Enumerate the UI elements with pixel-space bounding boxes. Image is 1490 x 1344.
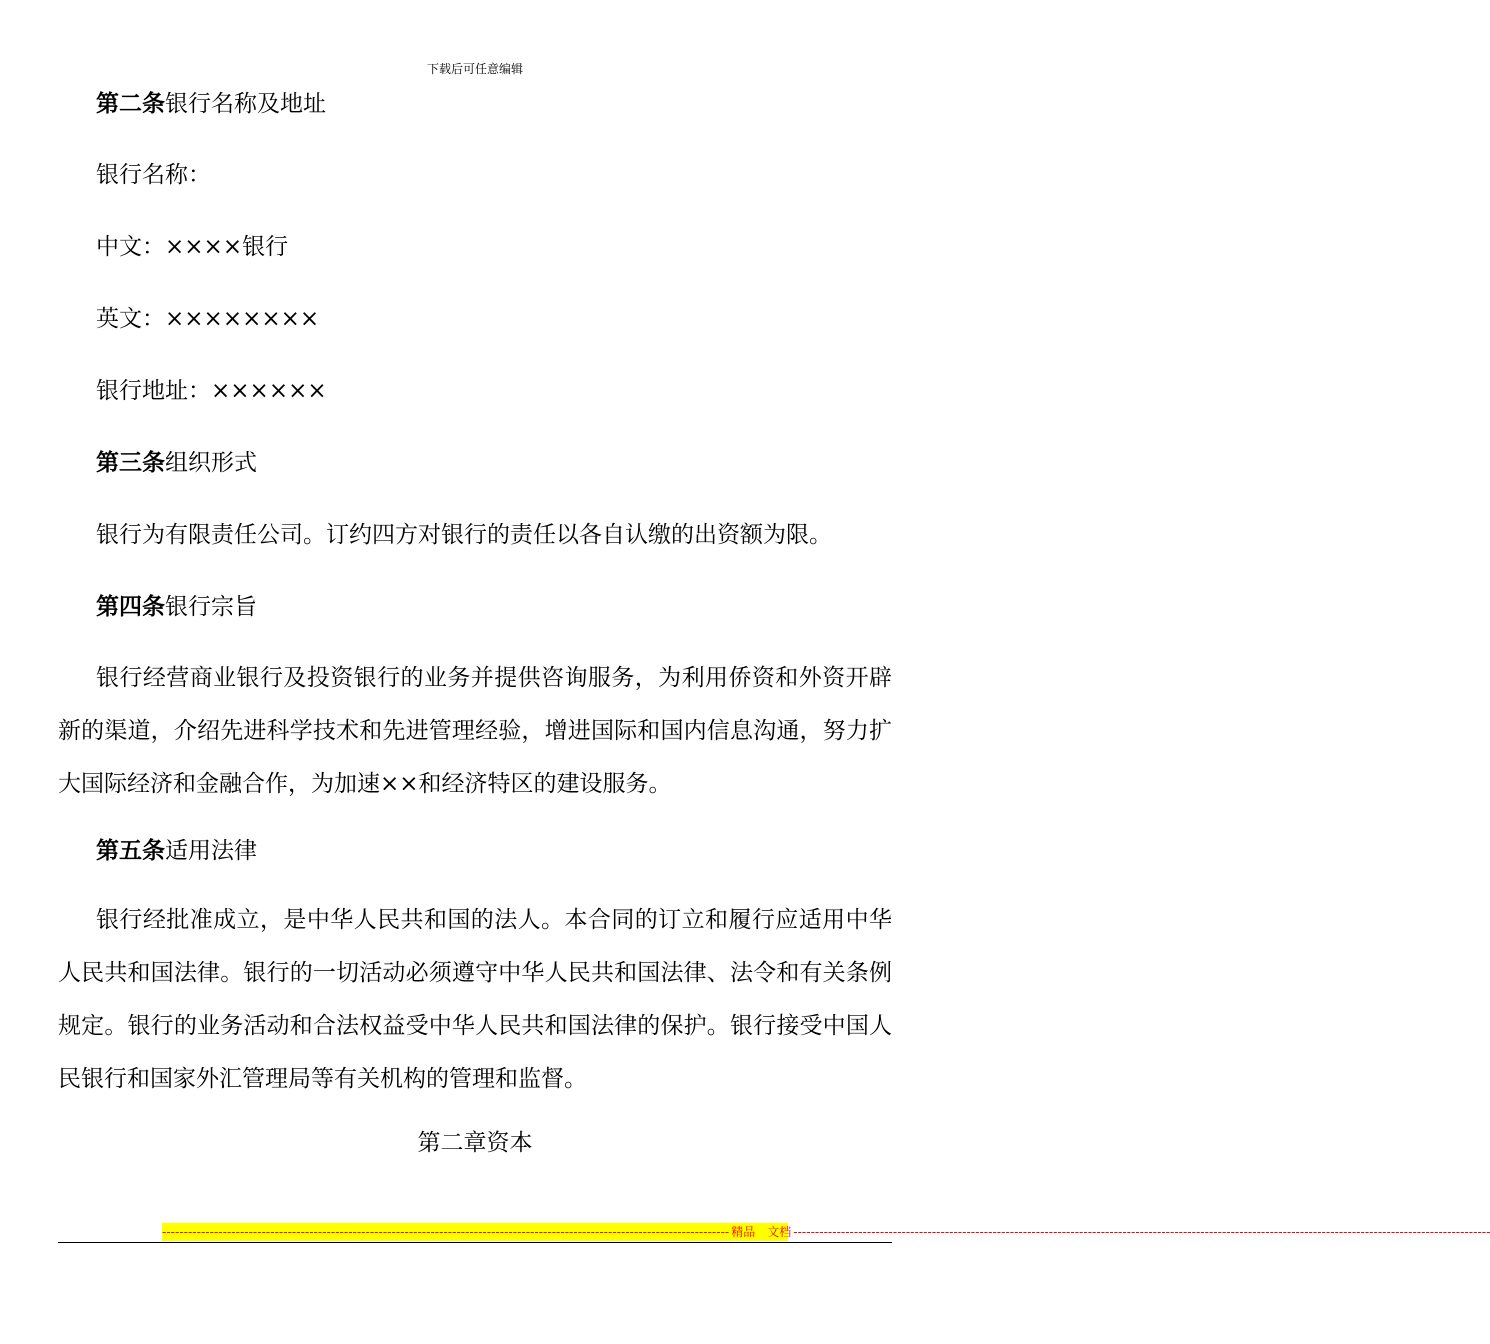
bank-name-label: 银行名称： [96, 162, 211, 188]
footer-label: 精品 文档 [731, 1225, 792, 1239]
article-4-heading [96, 592, 257, 622]
article-4-text: 银行经营商业银行及投资银行的业务并提供咨询服务，为利用侨资和外资开辟新的渠道，介绍先进科学技术和先进管理经验，增进国际和国内信息沟通，努力扩大国际经济和金融合作，为加速××和经济特区的建设服务。 [58, 665, 892, 797]
article-number: 第二条 [96, 91, 165, 117]
bank-address-line: 银行地址：×××××× [96, 378, 327, 404]
article-number: 第五条 [96, 838, 165, 864]
article-title: 适用法律 [165, 838, 257, 864]
article-2-heading [96, 89, 326, 119]
footer-dashes-left: ----------------------------------------------------------------------------------------------------------------------------------- [162, 1225, 730, 1239]
footer-dashes-right: ----------------------------------------------------------------------------------------------------------------------------------------------------------------- [793, 1225, 1490, 1239]
article-3-heading [96, 448, 257, 478]
english-name-line: 英文：×××××××× [96, 306, 320, 332]
footer-rule [58, 1242, 892, 1243]
article-5-text: 银行经批准成立，是中华人民共和国的法人。本合同的订立和履行应适用中华人民共和国法律。银行的一切活动必须遵守中华人民共和国法律、法令和有关条例规定。银行的业务活动和合法权益受中华人民共和国法律的保护。银行接受中国人民银行和国家外汇管理局等有关机构的管理和监督。 [58, 907, 892, 1092]
article-title: 银行名称及地址 [165, 91, 326, 117]
article-title: 组织形式 [165, 450, 257, 476]
page-header: 下载后可任意编辑 [426, 62, 523, 76]
footer-band [162, 1223, 1490, 1241]
article-3-text: 银行为有限责任公司。订约四方对银行的责任以各自认缴的出资额为限。 [96, 522, 832, 548]
article-number: 第三条 [96, 450, 165, 476]
article-number: 第四条 [96, 594, 165, 620]
article-5-heading [96, 836, 257, 866]
chinese-name-line: 中文：××××银行 [96, 234, 289, 260]
chapter-2-title: 第二章资本 [417, 1130, 533, 1156]
article-title: 银行宗旨 [165, 594, 257, 620]
